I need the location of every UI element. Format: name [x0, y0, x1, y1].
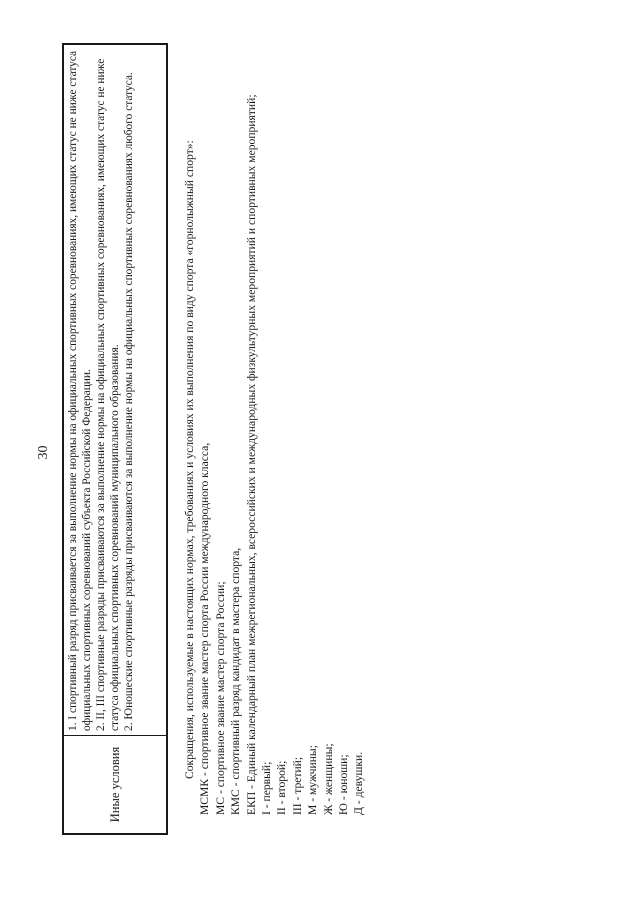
abbreviation-item: М - мужчины; — [306, 745, 320, 815]
abbreviation-item: МСМК - спортивное звание мастер спорта России международного класса, — [198, 442, 212, 815]
abbreviations-intro: Сокращения, используемые в настоящих нормах, требованиях и условиях их выполнения по виду спорта «горнолыжный спорт»: — [183, 140, 196, 779]
abbreviation-item: ЕКП - Единый календарный план межрегиональных, всероссийских и международных физкультурных мероприятий и спортивных мероприятий; — [244, 94, 258, 815]
table-content-cell — [64, 45, 166, 735]
abbreviation-item: КМС - спортивный разряд кандидат в мастера спорта, — [229, 547, 243, 815]
conditions-table — [62, 43, 168, 835]
abbreviation-item: Ж - женщины; — [321, 743, 335, 815]
condition-item: 2. II, III спортивные разряды присваиваются за выполнение нормы на официальных спортивных соревнованиях, имеющих статус не ниже статуса официальных спортивных соревнований муниципального образования. — [95, 58, 121, 731]
abbreviation-item: III - третий; — [290, 756, 304, 815]
abbreviation-item: I - первый; — [260, 761, 274, 815]
abbreviation-item: II - второй; — [275, 760, 289, 815]
condition-item: 1. I спортивный разряд присваивается за выполнение нормы на официальных спортивных соревнованиях, имеющих статус не ниже статуса официальных спортивных соревнований субъекта Российской Федерации. — [67, 50, 93, 731]
condition-item: 2. Юношеские спортивные разряды присваиваются за выполнение нормы на официальных спортивных соревнованиях любого статуса. — [123, 72, 135, 731]
table-label-cell: Иные условия — [64, 735, 166, 833]
abbreviations-section — [182, 15, 367, 815]
page-number: 30 — [36, 445, 51, 460]
abbreviation-item: Д - девушки. — [352, 751, 366, 815]
abbreviation-item: Ю - юноши; — [337, 754, 351, 815]
abbreviation-item: МС - спортивное звание мастер спорта России; — [213, 581, 227, 815]
